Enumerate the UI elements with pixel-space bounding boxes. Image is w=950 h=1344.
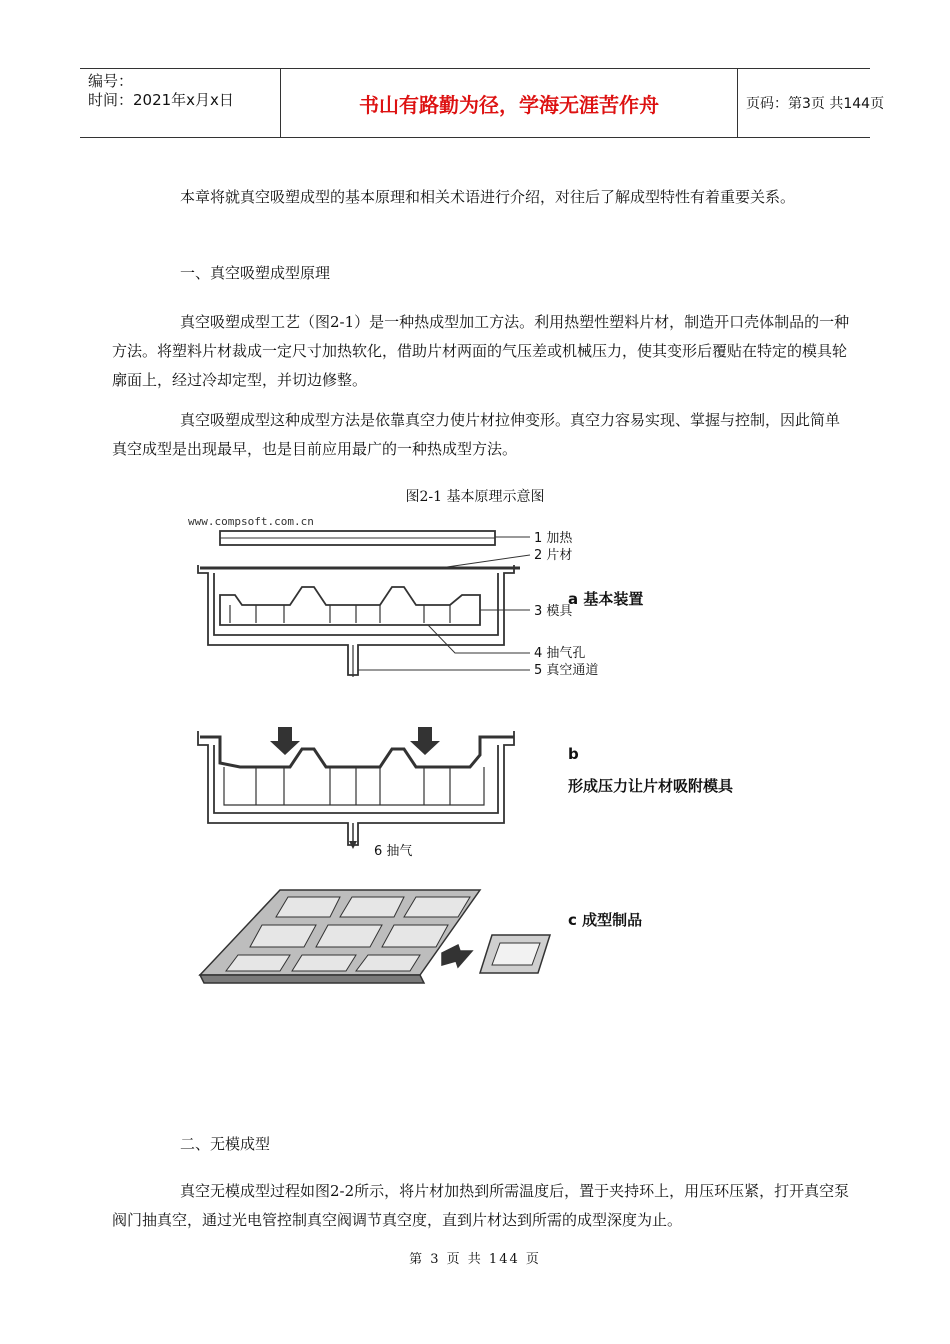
header-number: 编号： [88,72,134,90]
formed-sheet [200,737,514,767]
paragraph-2-text: 真空吸塑成型这种成型方法是依靠真空力使片材拉伸变形。真空力容易实现、掌握与控制，因此简单真空成型是出现最早，也是目前应用最广的一种热成型方法。 [112,411,841,458]
label-sheet: 2 片材 [534,548,573,563]
section2-title: 二、无模成型 [180,1135,271,1153]
diagram-part-c [200,890,550,983]
part-b-title: 形成压力让片材吸附模具 [568,777,734,795]
page-footer: 第 3 页 共 144 页 [409,1252,541,1267]
label-vacuum-channel: 5 真空通道 [534,663,599,678]
paragraph-2 [112,406,852,464]
vacuum-forming-diagram [180,505,734,985]
page-header [80,68,885,138]
paragraph-1 [112,308,852,395]
figure-watermark: www.compsoft.com.cn [188,515,314,528]
header-date: 时间：2021年x月x日 [88,91,234,109]
mold [220,587,480,625]
part-c-title: c 成型制品 [568,911,643,929]
figure-caption: 图2-1 基本原理示意图 [405,489,545,505]
part-b-letter: b [568,745,579,763]
diagram-part-b [198,731,514,845]
paragraph-3-text: 真空无模成型过程如图2-2所示，将片材加热到所需温度后，置于夹持环上，用压环压紧，打开真空泵阀门抽真空，通过光电管控制真空阀调节真空度，直到片材达到所需的成型深度为止。 [112,1182,850,1229]
label-exhaust: 6 抽气 [374,844,413,859]
part-a-title: a 基本装置 [568,590,644,608]
press-arrow-right-icon [410,727,440,755]
header-motto: 书山有路勤为径，学海无涯苦作舟 [280,69,738,137]
paragraph-1-text: 真空吸塑成型工艺（图2-1）是一种热成型加工方法。利用热塑性塑料片材，制造开口壳体制品的一种方法。将塑料片材裁成一定尺寸加热软化，借助片材两面的气压差或机械压力，使其变形后覆贴在特定的模具轮廓面上，经过冷却定型，并切边修整。 [112,313,850,389]
header-page-number: 页码：第3页 共144页 [746,96,885,112]
press-arrow-left-icon [270,727,300,755]
header-meta [80,69,280,137]
paragraph-3 [112,1177,852,1235]
label-heater: 1 加热 [534,531,573,546]
section1-title: 一、真空吸塑成型原理 [180,264,331,282]
label-vent-holes: 4 抽气孔 [534,646,586,661]
diagram-part-a [198,531,520,677]
result-arrow-icon [442,945,472,967]
intro-paragraph [112,183,852,212]
label-mold: 3 模具 [534,604,573,619]
intro-text: 本章将就真空吸塑成型的基本原理和相关术语进行介绍，对往后了解成型特性有着重要关系。 [180,188,796,206]
